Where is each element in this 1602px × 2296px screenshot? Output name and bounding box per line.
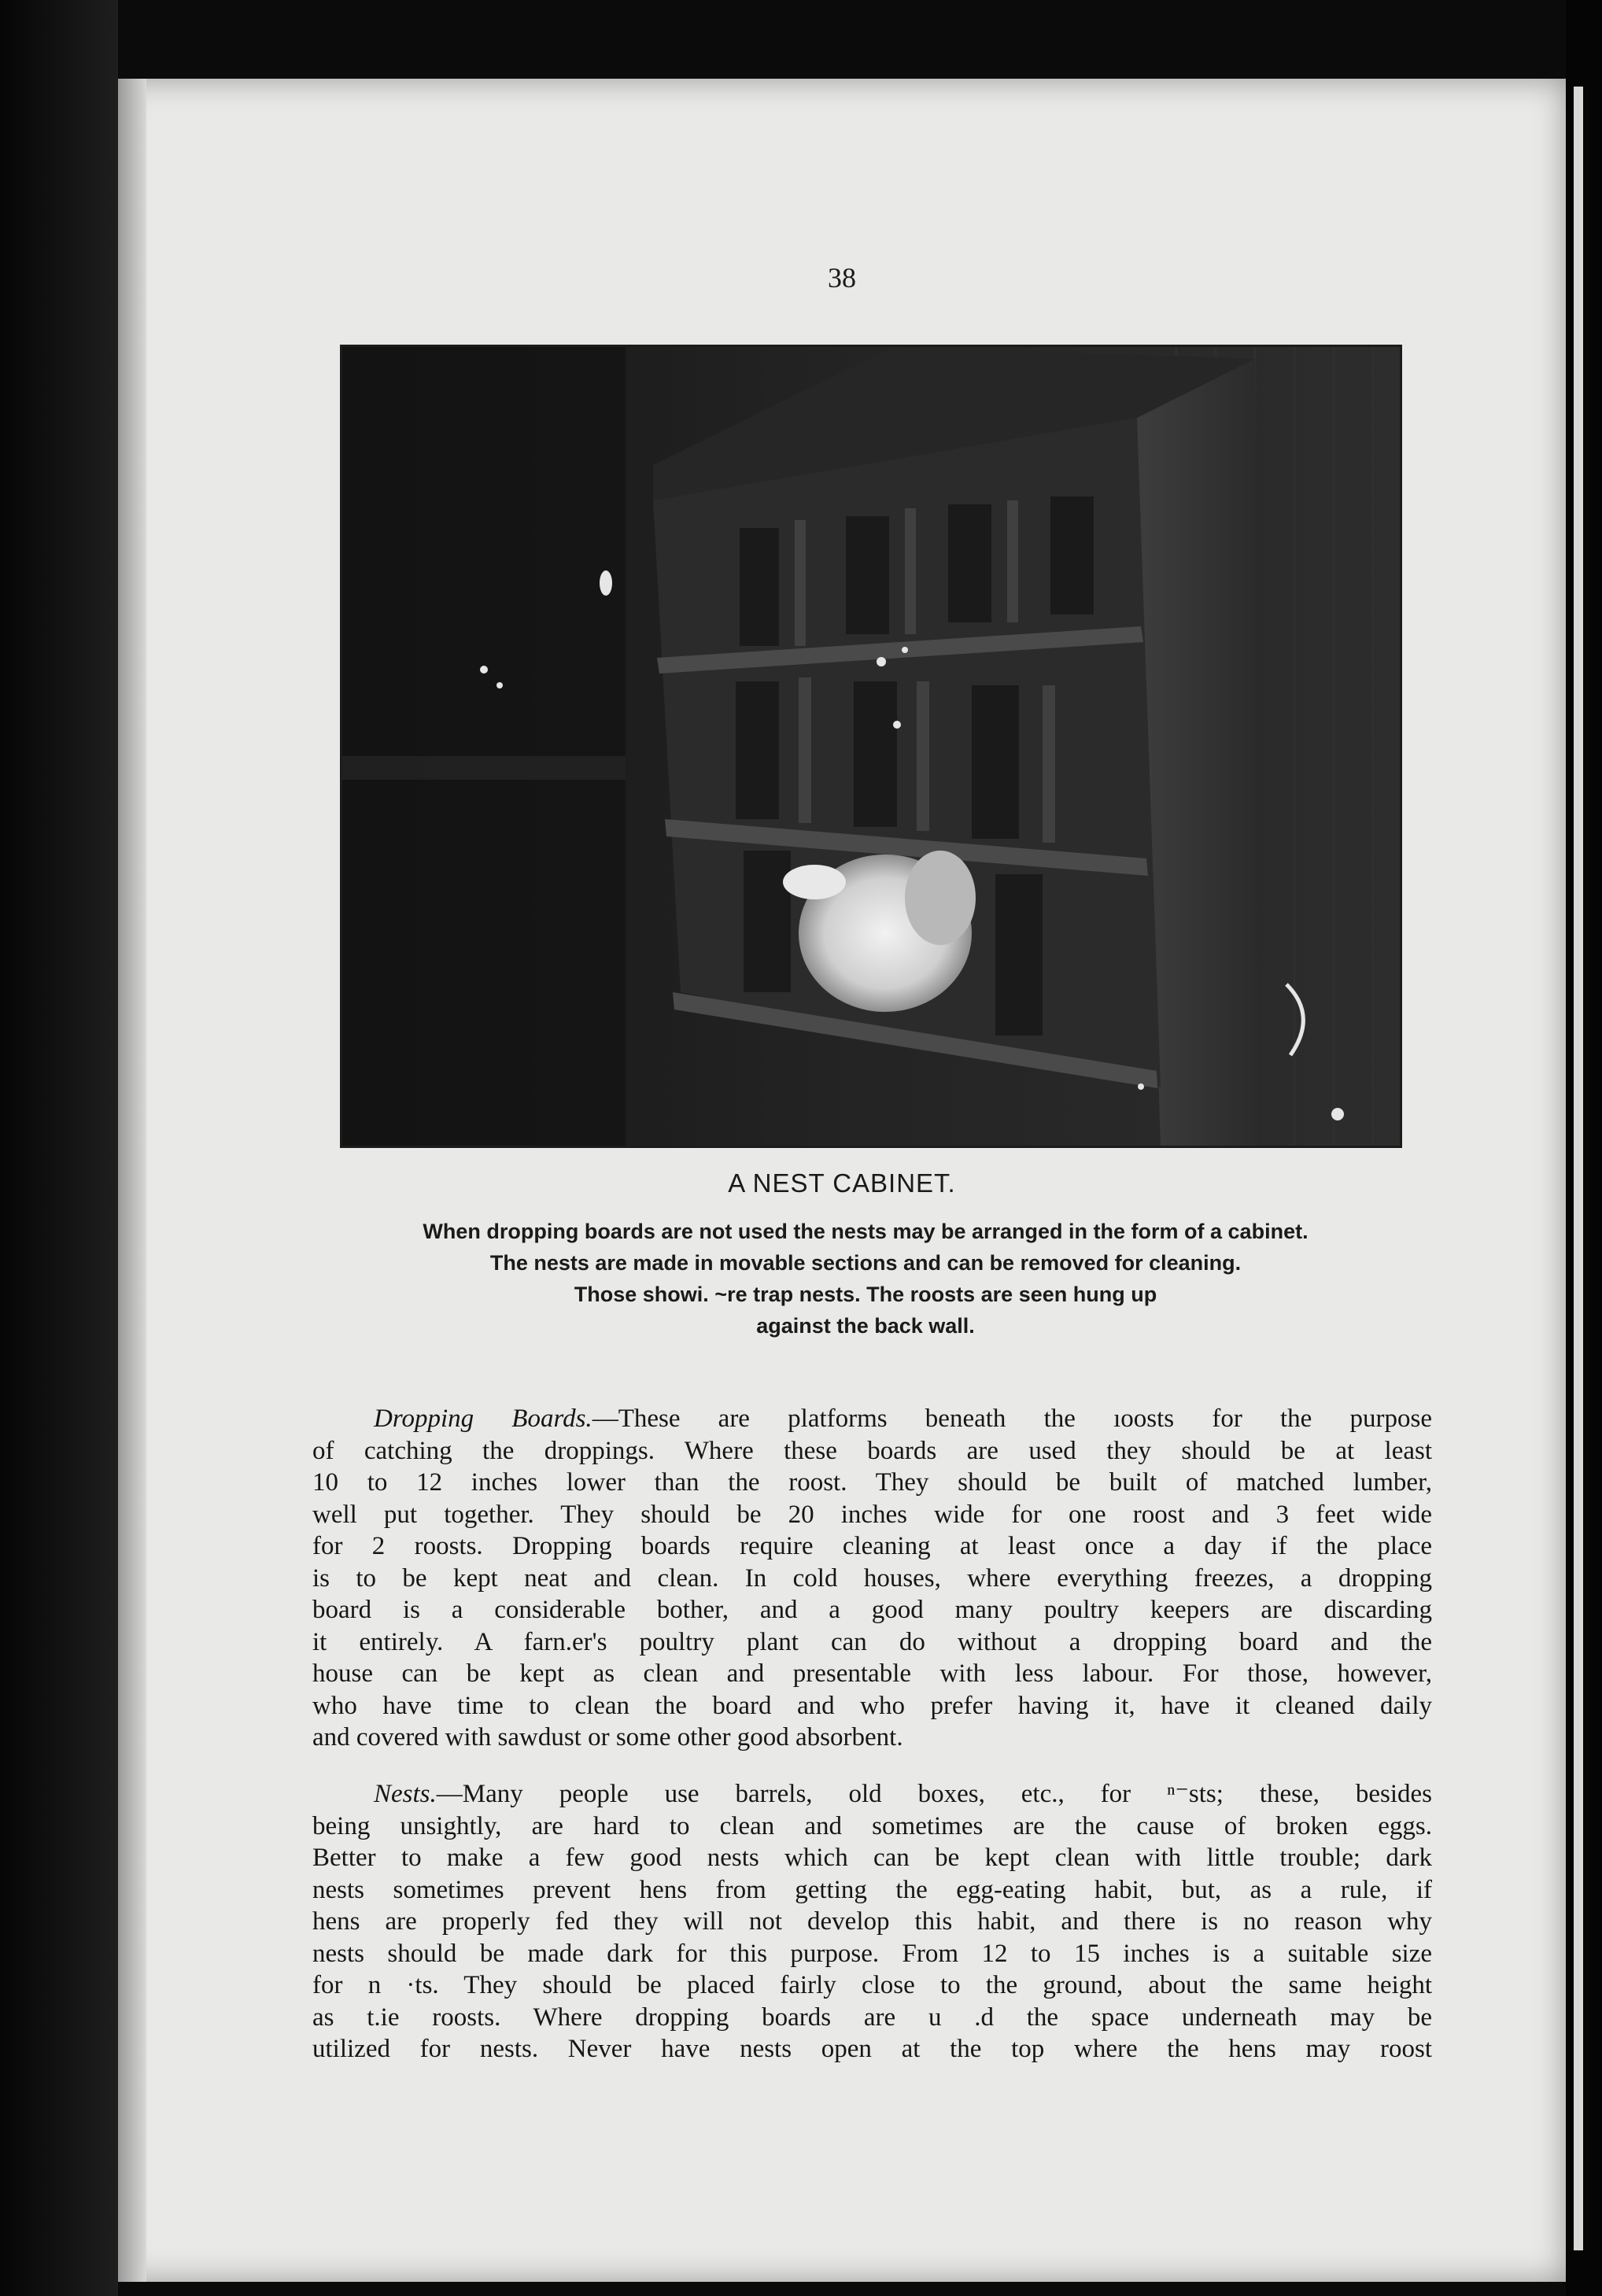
- section-lead-dropping-boards: Dropping Boards.: [374, 1405, 592, 1433]
- text-line: as t.ie roosts. Where dropping boards are u .d the space underneath may be: [312, 2003, 1432, 2032]
- text-line: Better to make a few good nests which can be kept clean with little trouble; dark: [312, 1844, 1432, 1872]
- nest-cabinet-photo: [340, 345, 1402, 1148]
- scan-border-left: [0, 0, 118, 2296]
- text-line: and covered with sawdust or some other good absorbent.: [312, 1723, 903, 1752]
- photo-illustration: [342, 347, 1400, 1146]
- text-line: nests sometimes prevent hens from getting the egg-eating habit, but, as a rule, if: [312, 1875, 1432, 1904]
- page-number: 38: [828, 262, 856, 293]
- text-line: utilized for nests. Never have nests open at the top where the hens may roost: [312, 2035, 1432, 2063]
- caption-text: [299, 1216, 1432, 1342]
- text-line: who have time to clean the board and who prefer having it, have it cleaned daily: [312, 1691, 1432, 1720]
- text-line-content: —Many people use barrels, old boxes, etc., for ⁿ⁻sts; these, besides: [436, 1780, 1432, 1808]
- text-line: for 2 roosts. Dropping boards require cleaning at least once a day if the place: [312, 1532, 1432, 1560]
- text-line: house can be kept as clean and presentable with less labour. For those, however,: [312, 1659, 1432, 1688]
- facing-page-edge: [1574, 87, 1583, 2250]
- paragraph-nests: [312, 1778, 1432, 2065]
- text-line: it entirely. A farn.er's poultry plant can do without a dropping board and the: [312, 1627, 1432, 1656]
- text-line: well put together. They should be 20 inches wide for one roost and 3 feet wide: [312, 1500, 1432, 1529]
- text-line: for n ·ts. They should be placed fairly close to the ground, about the same height: [312, 1971, 1432, 1999]
- scan-border-right: [1566, 0, 1602, 2296]
- text-line: of catching the droppings. Where these boards are used they should be at least: [312, 1436, 1432, 1465]
- book-page: [118, 79, 1566, 2282]
- text-line: 10 to 12 inches lower than the roost. They should be built of matched lumber,: [312, 1468, 1432, 1497]
- text-line: [312, 1778, 1432, 1811]
- caption-line: against the back wall.: [756, 1314, 975, 1338]
- text-line: nests should be made dark for this purpose. From 12 to 15 inches is a suitable size: [312, 1939, 1432, 1968]
- text-line-content: —These are platforms beneath the ıoosts for the purpose: [592, 1405, 1432, 1433]
- caption-line: The nests are made in movable sections and can be removed for cleaning.: [489, 1251, 1242, 1275]
- text-line: is to be kept neat and clean. In cold houses, where everything freezes, a dropping: [312, 1563, 1432, 1593]
- text-line: [312, 1403, 1432, 1435]
- caption-title: A NEST CABINET.: [728, 1168, 956, 1198]
- caption-line: Those showi. ~re trap nests. The roosts are seen hung up: [574, 1283, 1157, 1306]
- section-lead-nests: Nests.: [374, 1780, 437, 1808]
- caption-line: When dropping boards are not used the nests may be arranged in the form of a cabinet.: [423, 1220, 1309, 1243]
- paragraph-dropping-boards: [312, 1403, 1432, 1754]
- text-line: hens are properly fed they will not develop this habit, and there is no reason why: [312, 1907, 1432, 1936]
- text-line: board is a considerable bother, and a good many poultry keepers are discarding: [312, 1596, 1432, 1624]
- text-line: being unsightly, are hard to clean and sometimes are the cause of broken eggs.: [312, 1811, 1432, 1840]
